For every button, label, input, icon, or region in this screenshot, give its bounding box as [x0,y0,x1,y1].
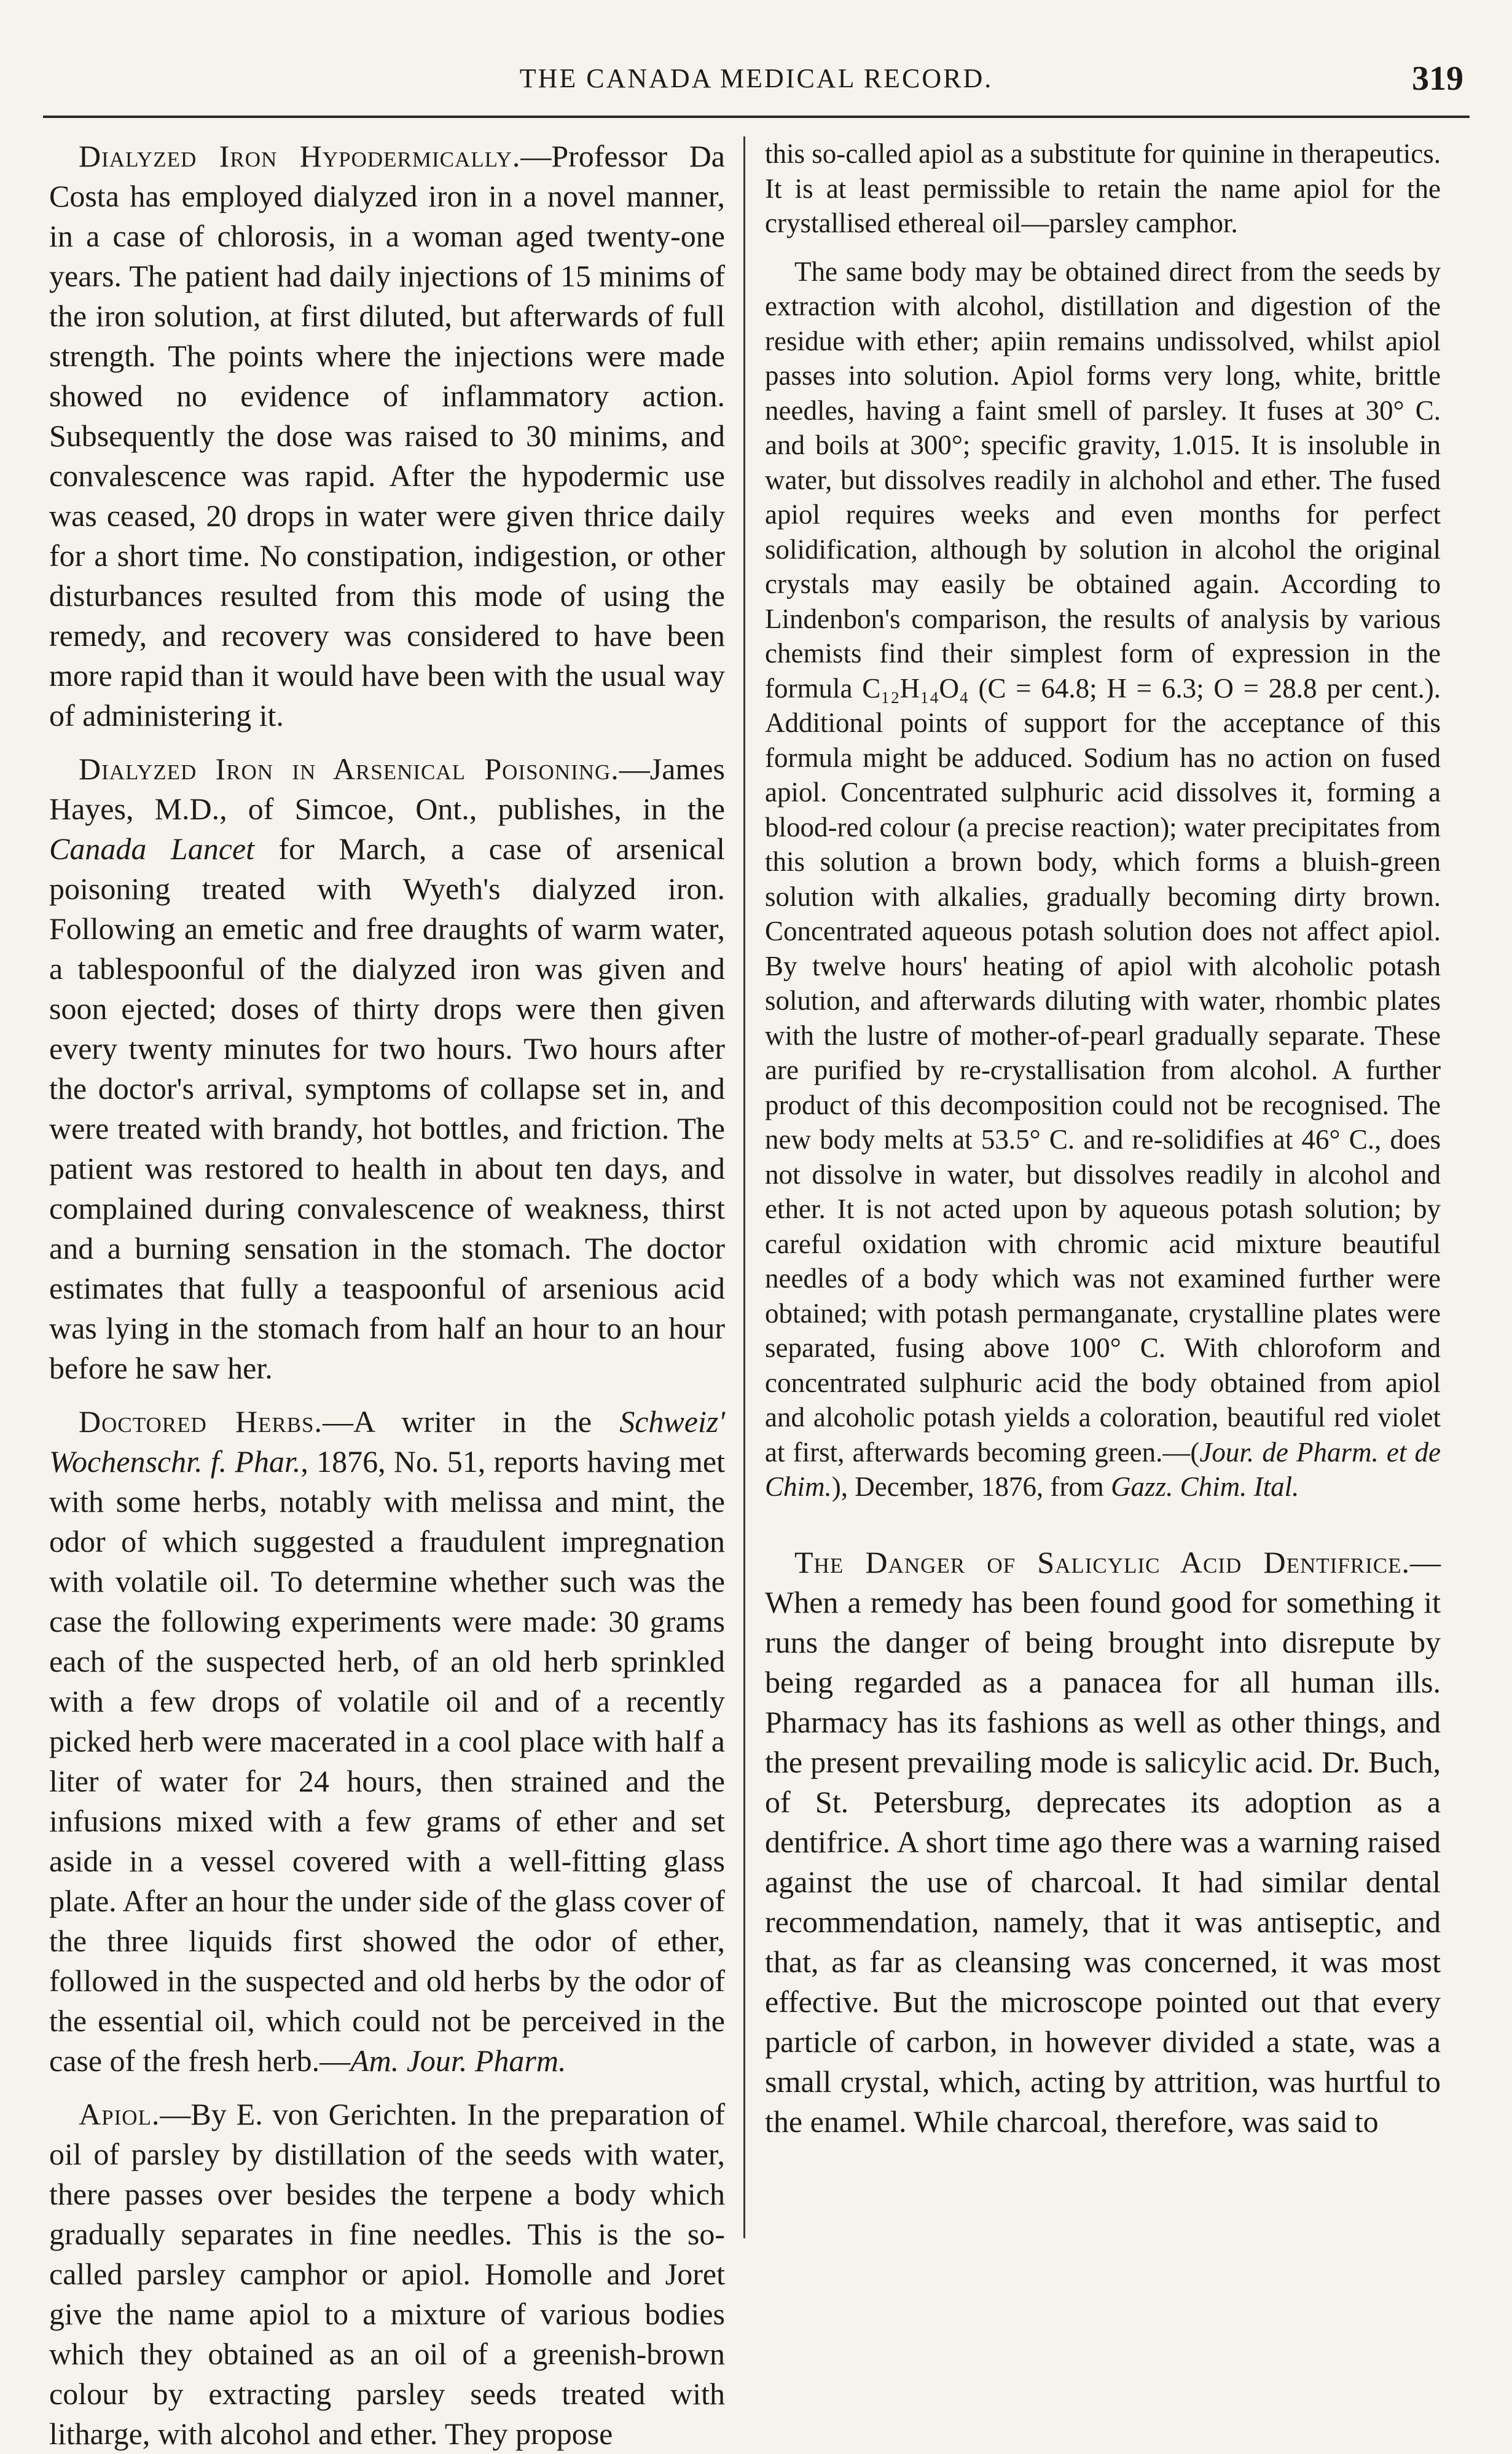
citation: Gazz. Chim. Ital. [1111,1471,1299,1502]
article-body: —When a remedy has been found good for something it runs the danger of being brought into disrepute by being regarded as a panacea for all human ills. Pharmacy has its fashions as well as other things, and the present prevailing mode is salicylic acid. Dr. Buch, of St. Petersburg, deprecates its adoption as a dentifrice. A short time ago there was a warning raised against the use of charcoal. It had similar dental recommendation, namely, that it was antiseptic, and that, as far as cleansing was concerned, it was most effective. But the microscope pointed out that every particle of carbon, in however divided a state, was a small crystal, which, acting by attrition, was hurtful to the enamel. While charcoal, therefore, was said to [765,1544,1441,2139]
header-rule [43,116,1470,118]
citation: Canada Lancet [49,832,254,866]
article-apiol [49,2094,725,2454]
article-heading: Dialyzed Iron Hypodermically. [79,139,521,173]
left-column [49,136,725,2451]
article-dialyzed-iron-arsenical-poisoning [49,749,725,1388]
article-heading: Apiol. [79,2097,160,2131]
column-divider [743,136,745,2238]
article-heading: Doctored Herbs. [79,1404,323,1439]
article-body: for March, a case of arsenical poisoning treated with Wyeth's dialyzed iron. Following an emetic and free draughts of warm water, a tablespoonful of the dialyzed iron was given and soon ejected; doses of thirty drops were then given every twenty minutes for two hours. Two hours after the doctor's arrival, symptoms of collapse set in, and were treated with brandy, hot bottles, and friction. The patient was restored to health in about ten days, and complained during convalescence of weakness, thirst and a burning sensation in the stomach. The doctor estimates that fully a teaspoonful of arsenious acid was lying in the stomach from half an hour to an hour before he saw her. [49,832,725,1385]
article-body: ), December, 1876, from [831,1471,1111,1502]
article-body: The same body may be obtained direct from the seeds by extraction with alcohol, distillation and digestion of the residue with ether; apiin remains undissolved, whilst apiol passes into solution. Apiol forms very long, white, brittle needles, having a faint smell of parsley. It fuses at 30° C. and boils at 300°; specific gravity, 1.015. It is insoluble in water, but dissolves readily in alchohol and ether. The fused apiol requires weeks and even months for perfect solidification, although by solution in alcohol the original crystals may easily be obtained again. According to Lindenbon's comparison, the results of analysis by various chemists find their simplest form of expression in the formula C₁₂H₁₄O₄ (C = 64.8; H = 6.3; O = 28.8 per cent.). Additional points of support for the acceptance of this formula might be adduced. Sodium has no action on fused apiol. Concentrated sulphuric acid dissolves it, forming a blood-red colour (a precise reaction); water precipitates from this solution a brown body, which forms a bluish-green solution with alkalies, gradually becoming dirty brown. Concentrated aqueous potash solution does not affect apiol. By twelve hours' heating of apiol with alcoholic potash solution, and afterwards diluting with water, rhombic plates with the lustre of mother-of-pearl gradually separate. These are purified by re-crystallisation from alcohol. A further product of this decomposition could not be recognised. The new body melts at 53.5° C. and re-solidifies at 46° C., does not dissolve in water, but dissolves readily in alcohol and ether. It is not acted upon by aqueous potash solution; by careful oxidation with chromic acid mixture beautiful needles of a body which was not examined further were obtained; with potash permanganate, crystalline plates were separated, fusing above 100° C. With chloroform and concentrated sulphuric acid the body obtained from apiol and alcoholic potash yields a coloration, beautiful red violet at first, afterwards becoming green.—( [765,256,1441,1468]
section-gap [765,1518,1441,1543]
running-header [43,59,1470,108]
article-dialyzed-iron-hypodermically [49,136,725,736]
article-body: —Professor Da Costa has employed dialyzed iron in a novel manner, in a case of chlorosis, in a woman aged twenty-one years. The patient had daily injections of 15 minims of the iron solution, at first diluted, but afterwards of full strength. The points where the injections were made showed no evidence of inflammatory action. Subsequently the dose was raised to 30 minims, and convalescence was rapid. After the hypodermic use was ceased, 20 drops in water were given thrice daily for a short time. No constipation, indigestion, or other disturbances resulted from this mode of using the remedy, and recovery was considered to have been more rapid than it would have been with the usual way of administering it. [49,139,725,733]
apiol-continuation-2 [765,254,1441,1504]
citation: Am. Jour. Pharm. [350,2043,566,2078]
citation: Jour. de Pharm. et de Chim. [765,1436,1441,1502]
article-body: , 1876, No. 51, reports having met with some herbs, notably with melissa and mint, the odor of which suggested a fraudulent impregnation with volatile oil. To determine whether such was the case the following experiments were made: 30 grams each of the suspected herb, of an old herb sprinkled with a few drops of volatile oil and of a recently picked herb were macerated in a cool place with half a liter of water for 24 hours, then strained and the infusions mixed with a few grams of ether and set aside in a vessel covered with a well-fitting glass plate. After an hour the under side of the glass cover of the three liquids first showed the odor of ether, followed in the suspected and old herbs by the odor of the essential oil, which could not be perceived in the case of the fresh herb.— [49,1444,725,2078]
journal-title: THE CANADA MEDICAL RECORD. [519,63,993,93]
article-body: —A writer in the [323,1404,620,1439]
article-body: —By E. von Gerichten. In the preparation of oil of parsley by distillation of the seeds with water, there passes over besides the terpene a body which gradually separates in fine needles. This is the so-called parsley camphor or apiol. Homolle and Joret give the name apiol to a mixture of various bodies which they obtained as an oil of a greenish-brown colour by extracting parsley seeds treated with litharge, with alcohol and ether. They propose [49,2097,725,2451]
right-column [765,136,1441,2238]
article-body: —James Hayes, M.D., of Simcoe, Ont., publishes, in the [49,752,725,826]
article-heading: Dialyzed Iron in Arsenical Poisoning. [79,752,619,786]
apiol-continuation: this so-called apiol as a substitute for quinine in therapeutics. It is at least permissible to retain the name apiol for the crystallised ethereal oil—parsley camphor. [765,138,1441,238]
article-doctored-herbs [49,1402,725,2081]
citation: Schweiz' Wochenschr. f. Phar. [49,1404,725,1479]
page-number: 319 [1412,60,1463,98]
article-salicylic-acid-dentifrice [765,1543,1441,2142]
article-heading: The Danger of Salicylic Acid Dentifrice. [794,1544,1410,1579]
